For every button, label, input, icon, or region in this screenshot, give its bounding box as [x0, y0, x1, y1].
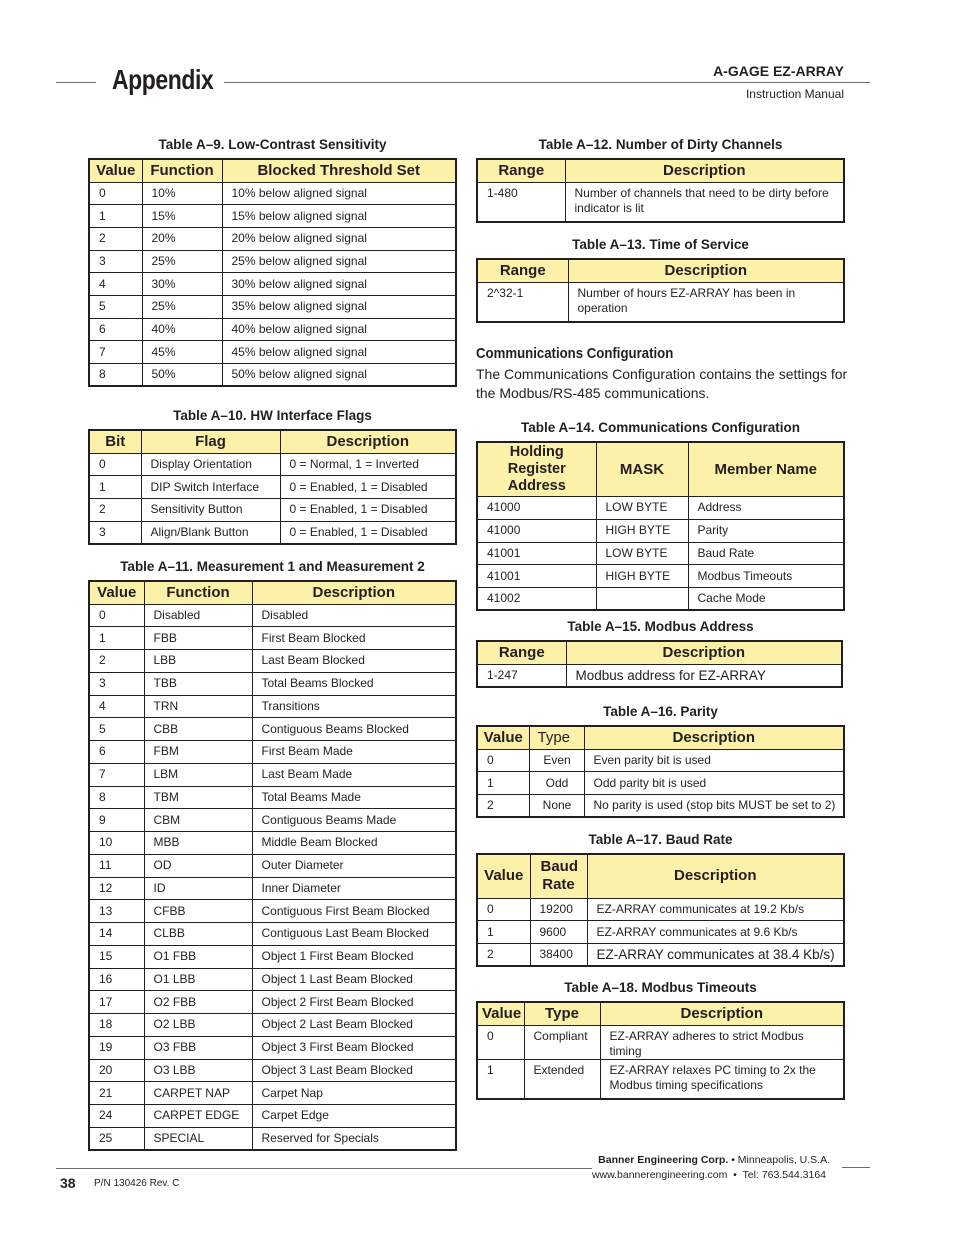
table-cell: 30% [142, 273, 222, 296]
table-cell: LOW BYTE [596, 497, 688, 520]
section-heading: Communications Configuration [476, 345, 674, 362]
table-cell: 24 [89, 1105, 144, 1128]
table-cell: Contiguous Beams Made [252, 809, 456, 832]
table-row [89, 476, 456, 499]
table-cell: Transitions [252, 695, 456, 718]
table-row [477, 943, 844, 966]
table-row [89, 627, 456, 650]
table-a11-body [89, 604, 456, 1150]
table-cell: 15% [142, 205, 222, 228]
table-cell: 1 [89, 205, 142, 228]
table-a18-body [477, 1025, 844, 1099]
table-cell: Carpet Edge [252, 1105, 456, 1128]
table-a17-caption: Table A–17. Baud Rate [588, 832, 733, 847]
table-header-cell: Value [89, 159, 142, 182]
table-cell: 41000 [477, 519, 596, 542]
table-cell: 19 [89, 1036, 144, 1059]
table-cell: Last Beam Blocked [252, 650, 456, 673]
table-a17 [476, 853, 845, 967]
table-cell: No parity is used (stop bits MUST be set to 2) [584, 794, 844, 817]
table-cell: 3 [89, 672, 144, 695]
table-cell: Object 2 Last Beam Blocked [252, 1014, 456, 1037]
table-cell: 16 [89, 968, 144, 991]
table-row [89, 205, 456, 228]
table-cell: 0 [89, 453, 141, 476]
table-row [89, 650, 456, 673]
table-cell: Total Beams Blocked [252, 672, 456, 695]
table-row [477, 921, 844, 944]
table-cell: Align/Blank Button [141, 521, 280, 544]
table-cell: 41002 [477, 588, 596, 611]
table-cell: Address [688, 497, 844, 520]
table-cell: Even parity bit is used [584, 749, 844, 772]
table-a13-body [477, 282, 844, 322]
table-a12 [476, 158, 845, 223]
table-row [89, 364, 456, 387]
table-cell: Contiguous First Beam Blocked [252, 900, 456, 923]
table-cell: 5 [89, 295, 142, 318]
table-cell: FBB [144, 627, 252, 650]
table-row [89, 273, 456, 296]
table-cell: 0 = Enabled, 1 = Disabled [280, 521, 456, 544]
table-a13 [476, 258, 845, 323]
table-cell: 1 [477, 1059, 524, 1099]
table-cell: 0 [89, 182, 142, 205]
table-header-cell: Range [477, 159, 565, 182]
table-cell: 38400 [530, 943, 587, 966]
table-cell: 25% [142, 250, 222, 273]
table-cell: 20 [89, 1059, 144, 1082]
table-cell: 4 [89, 273, 142, 296]
table-cell: First Beam Made [252, 741, 456, 764]
page-number: 38 [60, 1175, 76, 1191]
table-cell: CFBB [144, 900, 252, 923]
table-cell: 35% below aligned signal [222, 295, 456, 318]
table-row [477, 794, 844, 817]
table-cell: EZ-ARRAY relaxes PC timing to 2x the Modbus timing specifications [600, 1059, 844, 1099]
table-cell: 25 [89, 1127, 144, 1150]
company-name: Banner Engineering Corp. [598, 1154, 729, 1166]
table-cell: 0 = Enabled, 1 = Disabled [280, 498, 456, 521]
table-header-cell: Description [568, 259, 844, 282]
table-a9 [88, 158, 457, 387]
table-cell: O1 LBB [144, 968, 252, 991]
table-row [89, 1127, 456, 1150]
product-name: A-GAGE EZ-ARRAY [713, 63, 844, 79]
table-cell: 45% below aligned signal [222, 341, 456, 364]
table-a14-caption: Table A–14. Communications Configuration [520, 420, 801, 435]
table-header-cell: Blocked Threshold Set [222, 159, 456, 182]
table-cell: 7 [89, 341, 142, 364]
table-row [89, 227, 456, 250]
table-row [89, 1059, 456, 1082]
table-cell: 10% [142, 182, 222, 205]
table-cell: EZ-ARRAY communicates at 19.2 Kb/s [587, 898, 844, 921]
table-cell: LOW BYTE [596, 542, 688, 565]
table-row [89, 604, 456, 627]
table-cell: HIGH BYTE [596, 565, 688, 588]
page-title: Appendix [112, 64, 214, 95]
table-cell: Sensitivity Button [141, 498, 280, 521]
table-cell: Contiguous Beams Blocked [252, 718, 456, 741]
table-cell: O2 LBB [144, 1014, 252, 1037]
section-body: The Communications Configuration contains the settings for the Modbus/RS-485 communications. [476, 366, 848, 401]
table-cell: O3 FBB [144, 1036, 252, 1059]
table-cell: 50% [142, 364, 222, 387]
table-header-cell: Function [144, 581, 252, 604]
table-header-cell: Member Name [688, 442, 844, 497]
table-cell: EZ-ARRAY communicates at 38.4 Kb/s) [587, 943, 844, 966]
table-cell: EZ-ARRAY adheres to strict Modbus timing [600, 1025, 844, 1059]
table-cell: 12 [89, 877, 144, 900]
table-header-cell: MASK [596, 442, 688, 497]
table-cell: 21 [89, 1082, 144, 1105]
table-cell: Object 1 First Beam Blocked [252, 945, 456, 968]
table-header-cell: Value [477, 726, 529, 749]
table-cell: 41000 [477, 497, 596, 520]
table-cell: 9600 [530, 921, 587, 944]
table-a16-caption: Table A–16. Parity [603, 704, 718, 719]
table-cell: Last Beam Made [252, 763, 456, 786]
table-a10 [88, 429, 457, 545]
table-cell: OD [144, 854, 252, 877]
table-cell: 2 [477, 794, 529, 817]
footer-rule-left [56, 1168, 592, 1169]
table-a15-caption: Table A–15. Modbus Address [567, 619, 754, 634]
table-cell: 0 = Normal, 1 = Inverted [280, 453, 456, 476]
table-cell: CARPET NAP [144, 1082, 252, 1105]
table-header-cell: Range [477, 641, 566, 664]
table-header-cell: Description [587, 854, 844, 898]
table-cell: TBB [144, 672, 252, 695]
table-cell: 1 [477, 772, 529, 795]
table-row [477, 519, 844, 542]
table-cell: 0 [477, 898, 530, 921]
table-cell: Contiguous Last Beam Blocked [252, 923, 456, 946]
table-cell: 19200 [530, 898, 587, 921]
table-a10-body [89, 453, 456, 544]
table-cell: 5 [89, 718, 144, 741]
table-cell: 14 [89, 923, 144, 946]
table-cell: Middle Beam Blocked [252, 832, 456, 855]
table-cell: 10 [89, 832, 144, 855]
table-cell: Odd parity bit is used [584, 772, 844, 795]
table-cell: 0 [89, 604, 144, 627]
table-row [89, 1105, 456, 1128]
table-cell: 40% [142, 318, 222, 341]
table-cell: TBM [144, 786, 252, 809]
table-cell: Reserved for Specials [252, 1127, 456, 1150]
table-row [477, 898, 844, 921]
table-cell: 0 = Enabled, 1 = Disabled [280, 476, 456, 499]
table-cell: MBB [144, 832, 252, 855]
table-header-cell: Function [142, 159, 222, 182]
table-a14-body [477, 497, 844, 611]
table-cell: Modbus address for EZ-ARRAY [566, 664, 842, 687]
table-cell: 50% below aligned signal [222, 364, 456, 387]
table-cell: 2 [477, 943, 530, 966]
company-line [560, 1154, 830, 1166]
table-cell: Display Orientation [141, 453, 280, 476]
table-header-cell: Baud Rate [530, 854, 587, 898]
table-row [89, 877, 456, 900]
table-cell: 40% below aligned signal [222, 318, 456, 341]
table-row [89, 672, 456, 695]
table-row [89, 1036, 456, 1059]
table-cell: 30% below aligned signal [222, 273, 456, 296]
table-cell: 1 [89, 627, 144, 650]
table-row [89, 318, 456, 341]
table-row [89, 341, 456, 364]
table-cell: 3 [89, 250, 142, 273]
table-cell: 41001 [477, 542, 596, 565]
table-a16 [476, 725, 845, 818]
table-cell: 13 [89, 900, 144, 923]
table-row [89, 1082, 456, 1105]
table-a15-body [477, 664, 842, 687]
table-cell: 1-247 [477, 664, 566, 687]
table-cell: ID [144, 877, 252, 900]
footer-rule-right [842, 1167, 870, 1168]
table-row [477, 588, 844, 611]
table-header-cell: Value [477, 854, 530, 898]
table-cell: 6 [89, 741, 144, 764]
manual-label: Instruction Manual [745, 87, 844, 101]
table-cell: 9 [89, 809, 144, 832]
table-cell: 17 [89, 991, 144, 1014]
table-cell: Cache Mode [688, 588, 844, 611]
table-cell: Modbus Timeouts [688, 565, 844, 588]
table-header-cell: Type [529, 726, 584, 749]
table-row [89, 182, 456, 205]
table-a17-body [477, 898, 844, 966]
table-cell: 1-480 [477, 182, 565, 222]
table-a11-caption: Table A–11. Measurement 1 and Measurement 2 [120, 559, 425, 574]
table-cell: CARPET EDGE [144, 1105, 252, 1128]
company-contact: www.bannerengineering.com • Tel: 763.544.3164 [591, 1169, 826, 1181]
table-cell: 8 [89, 786, 144, 809]
table-cell: O2 FBB [144, 991, 252, 1014]
table-cell: Number of channels that need to be dirty before indicator is lit [565, 182, 844, 222]
table-cell: Parity [688, 519, 844, 542]
table-a9-body [89, 182, 456, 386]
table-cell: Baud Rate [688, 542, 844, 565]
table-a18-caption: Table A–18. Modbus Timeouts [564, 980, 757, 995]
table-header-cell: Bit [89, 430, 141, 453]
table-row [477, 1059, 844, 1099]
table-header-cell: Description [252, 581, 456, 604]
table-row [89, 453, 456, 476]
table-header-cell: Type [524, 1002, 600, 1025]
table-cell: 45% [142, 341, 222, 364]
table-row [89, 786, 456, 809]
table-cell: 4 [89, 695, 144, 718]
table-cell: Number of hours EZ-ARRAY has been in operation [568, 282, 844, 322]
table-row [477, 664, 842, 687]
table-row [89, 718, 456, 741]
table-cell: Even [529, 749, 584, 772]
table-row [89, 763, 456, 786]
table-row [89, 854, 456, 877]
table-row [89, 498, 456, 521]
table-row [477, 749, 844, 772]
table-a16-body [477, 749, 844, 817]
table-cell: Disabled [144, 604, 252, 627]
table-row [89, 295, 456, 318]
table-cell: Object 1 Last Beam Blocked [252, 968, 456, 991]
table-cell: 15% below aligned signal [222, 205, 456, 228]
table-header-cell: Description [600, 1002, 844, 1025]
table-row [477, 182, 844, 222]
table-row [477, 772, 844, 795]
table-header-cell: Description [566, 641, 842, 664]
table-header-cell: Value [89, 581, 144, 604]
table-cell: 1 [89, 476, 141, 499]
table-row [89, 968, 456, 991]
table-cell: 20% [142, 227, 222, 250]
table-cell: 11 [89, 854, 144, 877]
table-row [477, 282, 844, 322]
table-cell: EZ-ARRAY communicates at 9.6 Kb/s [587, 921, 844, 944]
table-cell: 2 [89, 498, 141, 521]
company-location: • Minneapolis, U.S.A. [728, 1154, 830, 1166]
table-header-cell: Description [584, 726, 844, 749]
table-cell: None [529, 794, 584, 817]
header-rule-right [224, 82, 870, 83]
table-cell: LBM [144, 763, 252, 786]
table-row [89, 945, 456, 968]
table-cell: O1 FBB [144, 945, 252, 968]
table-cell: 1 [477, 921, 530, 944]
table-cell: 20% below aligned signal [222, 227, 456, 250]
table-cell: 2^32-1 [477, 282, 568, 322]
table-cell: 25% [142, 295, 222, 318]
table-cell: 6 [89, 318, 142, 341]
table-cell: Extended [524, 1059, 600, 1099]
table-a9-caption: Table A–9. Low-Contrast Sensitivity [158, 137, 387, 152]
table-cell: 25% below aligned signal [222, 250, 456, 273]
table-row [89, 991, 456, 1014]
table-header-cell: Range [477, 259, 568, 282]
table-row [477, 542, 844, 565]
table-row [89, 900, 456, 923]
table-row [89, 1014, 456, 1037]
table-row [89, 809, 456, 832]
table-cell: HIGH BYTE [596, 519, 688, 542]
table-cell: 15 [89, 945, 144, 968]
table-row [89, 521, 456, 544]
table-cell: Compliant [524, 1025, 600, 1059]
table-cell: DIP Switch Interface [141, 476, 280, 499]
table-cell: TRN [144, 695, 252, 718]
table-header-cell: Value [477, 1002, 524, 1025]
table-cell: 0 [477, 749, 529, 772]
table-header-cell: Holding Register Address [477, 442, 596, 497]
header-rule-left [56, 82, 96, 83]
table-cell: 2 [89, 227, 142, 250]
table-cell: Inner Diameter [252, 877, 456, 900]
table-cell: 41001 [477, 565, 596, 588]
table-cell: 7 [89, 763, 144, 786]
table-a11 [88, 580, 457, 1151]
table-a13-caption: Table A–13. Time of Service [572, 237, 749, 252]
table-a14 [476, 441, 845, 611]
table-cell: Object 3 Last Beam Blocked [252, 1059, 456, 1082]
table-row [477, 497, 844, 520]
table-row [477, 565, 844, 588]
table-row [89, 832, 456, 855]
table-cell: 2 [89, 650, 144, 673]
table-cell: Carpet Nap [252, 1082, 456, 1105]
table-cell: O3 LBB [144, 1059, 252, 1082]
table-row [89, 250, 456, 273]
table-header-cell: Flag [141, 430, 280, 453]
table-a18 [476, 1001, 845, 1100]
table-cell: 3 [89, 521, 141, 544]
table-cell: Total Beams Made [252, 786, 456, 809]
table-row [477, 1025, 844, 1059]
table-cell [596, 588, 688, 611]
table-a12-caption: Table A–12. Number of Dirty Channels [538, 137, 783, 152]
table-a12-body [477, 182, 844, 222]
part-number: P/N 130426 Rev. C [94, 1178, 180, 1189]
table-cell: SPECIAL [144, 1127, 252, 1150]
table-row [89, 923, 456, 946]
table-header-cell: Description [280, 430, 456, 453]
table-cell: First Beam Blocked [252, 627, 456, 650]
table-cell: Disabled [252, 604, 456, 627]
table-cell: 18 [89, 1014, 144, 1037]
table-cell: CBM [144, 809, 252, 832]
table-a10-caption: Table A–10. HW Interface Flags [173, 408, 372, 423]
table-cell: 8 [89, 364, 142, 387]
table-cell: CBB [144, 718, 252, 741]
table-a15 [476, 640, 843, 688]
table-cell: 0 [477, 1025, 524, 1059]
table-cell: CLBB [144, 923, 252, 946]
table-row [89, 695, 456, 718]
table-cell: Outer Diameter [252, 854, 456, 877]
table-cell: Object 2 First Beam Blocked [252, 991, 456, 1014]
table-cell: FBM [144, 741, 252, 764]
table-cell: Odd [529, 772, 584, 795]
table-header-cell: Description [565, 159, 844, 182]
table-cell: Object 3 First Beam Blocked [252, 1036, 456, 1059]
table-cell: LBB [144, 650, 252, 673]
table-row [89, 741, 456, 764]
table-cell: 10% below aligned signal [222, 182, 456, 205]
